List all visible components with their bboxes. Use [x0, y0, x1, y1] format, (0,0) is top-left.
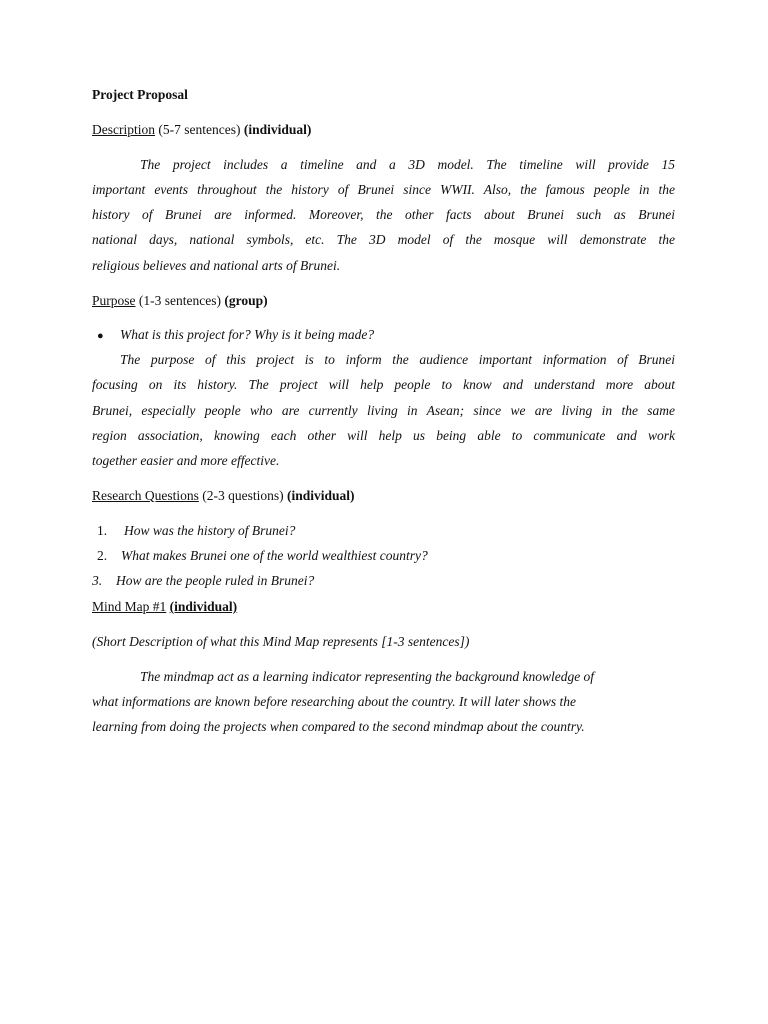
purpose-line-4: region association, knowing each other will help us being able to communicate and work — [92, 428, 675, 443]
question-number-1: 1. — [97, 523, 108, 538]
purpose-line-1: The purpose of this project is to inform the audience important information of Brunei — [120, 352, 675, 367]
research-heading-line — [92, 488, 355, 504]
purpose-line-5: together easier and more effective. — [92, 453, 280, 468]
research-heading: Research Questions — [92, 488, 199, 503]
purpose-tag: (group) — [224, 293, 268, 308]
mindmap-heading-line — [92, 599, 237, 615]
description-line-4: national days, national symbols, etc. The 3D model of the mosque will demonstrate the — [92, 232, 675, 247]
description-tag: (individual) — [243, 122, 312, 137]
purpose-line-2: focusing on its history. The project will help people to know and understand more about — [92, 377, 675, 392]
purpose-note: (1-3 sentences) — [138, 293, 221, 308]
description-line-5: religious believes and national arts of Brunei. — [92, 258, 341, 273]
question-text-3: How are the people ruled in Brunei? — [116, 573, 315, 588]
document-title: Project Proposal — [92, 87, 188, 102]
description-heading: Description — [92, 122, 155, 137]
description-line-1: The project includes a timeline and a 3D model. The timeline will provide 15 — [140, 157, 675, 172]
description-note: (5-7 sentences) — [158, 122, 241, 137]
purpose-heading: Purpose — [92, 293, 136, 308]
question-text-2: What makes Brunei one of the world wealthiest country? — [121, 548, 428, 563]
mindmap-line-3: learning from doing the projects when compared to the second mindmap about the country. — [92, 719, 585, 734]
research-tag: (individual) — [286, 488, 355, 503]
mindmap-tag: (individual) — [169, 599, 238, 614]
description-line-2: important events throughout the history of Brunei since WWII. Also, the famous people in the — [92, 182, 675, 197]
question-number-3: 3. — [92, 573, 103, 588]
purpose-line-3: Brunei, especially people who are currently living in Asean; since we are living in the same — [92, 403, 675, 418]
purpose-heading-line — [92, 293, 268, 309]
mindmap-heading: Mind Map #1 — [92, 599, 167, 614]
question-number-2: 2. — [97, 548, 108, 563]
mindmap-line-1: The mindmap act as a learning indicator representing the background knowledge of — [140, 669, 595, 684]
question-text-1: How was the history of Brunei? — [124, 523, 296, 538]
bullet-icon: ● — [97, 330, 104, 342]
mindmap-short-description: (Short Description of what this Mind Map represents [1-3 sentences]) — [92, 634, 470, 649]
description-line-3: history of Brunei are informed. Moreover, the other facts about Brunei such as Brunei — [92, 207, 675, 222]
mindmap-line-2: what informations are known before researching about the country. It will later shows the — [92, 694, 576, 709]
description-heading-line — [92, 122, 311, 138]
research-note: (2-3 questions) — [202, 488, 284, 503]
purpose-prompt: What is this project for? Why is it being made? — [120, 327, 375, 342]
